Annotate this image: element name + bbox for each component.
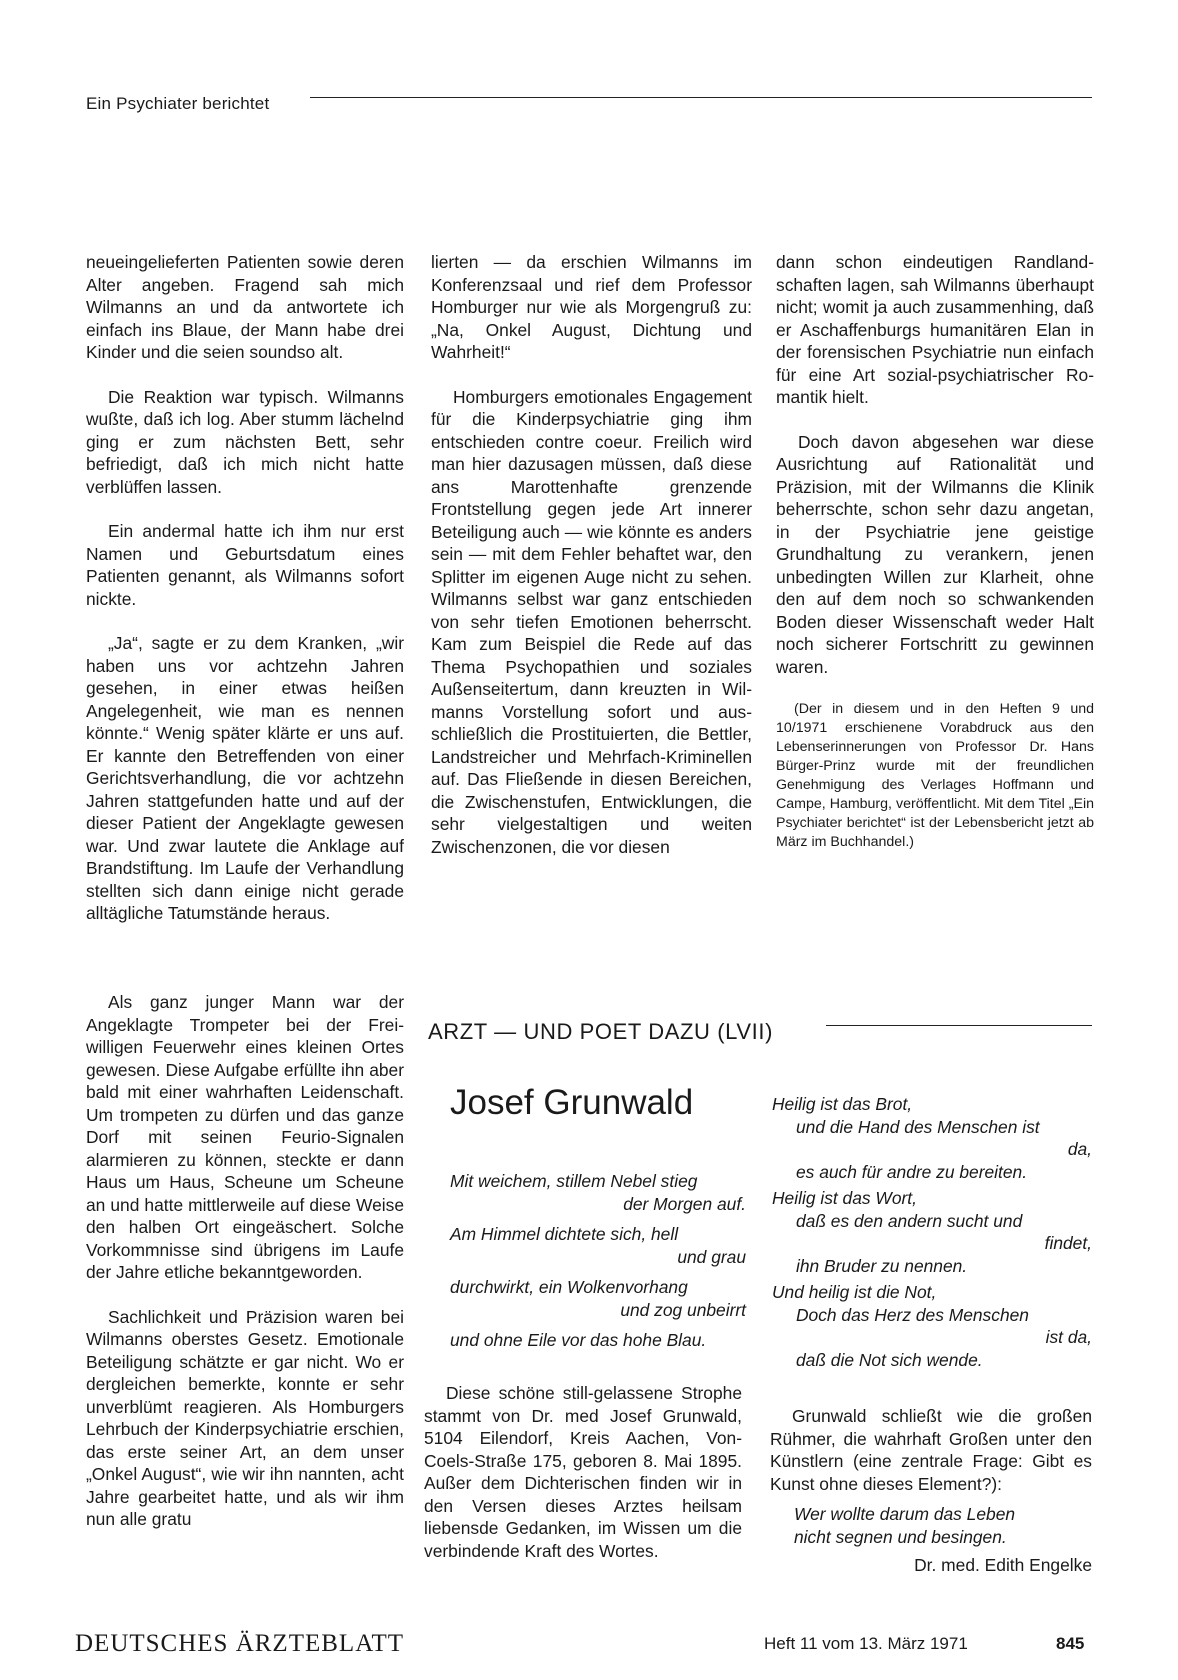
poem-line: Heilig ist das Brot, [772, 1094, 913, 1114]
poem-stanza [772, 1093, 1092, 1183]
header-rule [310, 97, 1092, 98]
series-title: ARZT — UND POET DAZU (LVII) [428, 1019, 774, 1044]
poem-line: durchwirkt, ein Wolkenvorhang [450, 1277, 688, 1297]
paragraph: Grunwald schließt wie die großen Rühmer, die wahrhaft Großen unter den Künstlern (eine zentrale Frage: Gibt es Kunst ohne dieses Element?): [770, 1406, 1092, 1494]
paragraph: dann schon eindeutigen Randlandschaften lagen, sah Wilmanns überhaupt nicht; womit ja auch zusammenhing, daß er Aschaffenburgs humanitären Elan in der forensischen Psychiatrie nun einfach für eine Art sozial-psychiatrischer Romantik hielt. [776, 252, 1094, 407]
author-signature: Dr. med. Edith Engelke [914, 1555, 1092, 1575]
poem-line-group [450, 1170, 746, 1215]
paragraph: lierten — da erschien Wilmanns im Konferenzsaal und rief dem Professor Homburger nur wie als Morgengruß zu: „Na, Onkel August, Dichtung und Wahrheit!“ [431, 252, 752, 362]
paragraph: Sachlichkeit und Präzision waren bei Wilmanns oberstes Gesetz. Emotionale Beteiligung schätzte er gar nicht. Wo er dergleichen bemerkte, konnte er sehr unverblümt reagieren. Als Homburgers Lehrbuch der Kinderpsychiatrie erschien, das erste seiner Art, an dem unser „Onkel August“, wie wir ihn nannten, acht Jahre gearbeitet hatte, und als wir ihm nun alle gratu [86, 1306, 404, 1529]
poem-line: Wer wollte darum das Leben [794, 1504, 1016, 1524]
poem-quote [450, 1170, 746, 1360]
paragraph: neueingelieferten Patienten sowie deren Alter angeben. Fragend sah mich Wilmanns an und da antwortete ich einfach ins Blaue, der Mann habe drei Kinder und die seien soundso alt. [86, 252, 404, 362]
poem-main [772, 1093, 1092, 1375]
poem-line: daß es den andern sucht und [796, 1210, 1023, 1231]
poem-line: daß die Not sich wende. [796, 1349, 983, 1370]
paragraph: Doch davon abgesehen war diese Ausrichtung auf Rationalität und Präzision, mit der Wilmanns die Klinik beherrschte, schon sehr dazu angetan, in der Psychiatrie jene geistige Grundhaltung zu verankern, jenen unbedingten Willen zur Klarheit, ohne den auf dem noch so schwankenden Boden dieser Wissenschaft weder Halt noch sicherer Fortschritt zu gewinnen waren. [776, 431, 1094, 677]
column-2-bottom [424, 1382, 742, 1584]
poem-line: und ohne Eile vor das hohe Blau. [450, 1330, 707, 1350]
poem-line: Doch das Herz des Menschen [796, 1304, 1029, 1325]
poem-line: ihn Bruder zu nennen. [796, 1255, 968, 1276]
column-1-top [86, 251, 404, 947]
poem-line: und zog unbeirrt [620, 1299, 746, 1320]
paragraph: Ein andermal hatte ich ihm nur erst Namen und Geburtsdatum eines Patienten genannt, als Wilmanns sofort nickte. [86, 521, 404, 609]
poem-line: nicht segnen und besingen. [794, 1526, 1007, 1547]
poem-line: und grau [677, 1246, 746, 1267]
poem-line: ist da, [1045, 1327, 1092, 1347]
series-rule [826, 1025, 1092, 1026]
column-3-top [776, 251, 1094, 874]
column-3-bottom [770, 1405, 1092, 1577]
poem-stanza [772, 1281, 1092, 1371]
paragraph: „Ja“, sagte er zu dem Kranken, „wir haben uns vor achtzehn Jahren gesehen, in einer etwas heißen Angelegenheit, wie man es nennen könnte.“ Wenig später klärte er uns auf. Er kannte den Betreffenden von einer Gerichtsverhandlung, die vor achtzehn Jahren stattgefunden hatte und auf der dieser Patient der Angeklagte gewesen war. Und zwar lautete die Anklage auf Brandstiftung. Im Laufe der Verhandlung stellten sich dann einige nicht gerade alltägliche Tatumstände heraus. [86, 633, 404, 923]
poem-line: Und heilig ist die Not, [772, 1282, 937, 1302]
poem-line: Mit weichem, stillem Nebel stieg [450, 1171, 698, 1191]
poem-line: Am Himmel dichtete sich, hell [450, 1224, 679, 1244]
poem-line: da, [1067, 1139, 1092, 1159]
poem-line: findet, [1044, 1233, 1092, 1253]
running-head: Ein Psychiater berichtet [86, 94, 270, 113]
page-number: 845 [1056, 1634, 1085, 1653]
paragraph: Diese schöne still-gelassene Strophe stammt von Dr. med Josef Grunwald, 5104 Eilendorf, Kreis Aachen, Von-Coels-Straße 175, geboren 8. Mai 1895. Außer dem Dichterischen finden wir in den Versen dieses Arztes heilsam liebensde Gedanken, im Wissen um die verbindende Kraft des Wortes. [424, 1383, 742, 1561]
poem-stanza [772, 1187, 1092, 1277]
paragraph: Die Reaktion war typisch. Wilmanns wußte, daß ich log. Aber stumm lächelnd ging er zum nächsten Bett, sehr befriedigt, daß ich mich nicht hatte verblüffen lassen. [86, 386, 404, 497]
column-2-top [431, 251, 752, 880]
poem-line: und die Hand des Menschen ist [796, 1116, 1040, 1137]
footer-issue: Heft 11 vom 13. März 1971 [764, 1634, 968, 1653]
poem-line-group [450, 1276, 746, 1321]
poem-line: Heilig ist das Wort, [772, 1188, 917, 1208]
poem-line-group [450, 1223, 746, 1268]
editorial-note: (Der in diesem und in den Heften 9 und 10/1971 erschienene Vorabdruck aus den Lebenserinnerungen von Professor Dr. Hans Bürger-Prinz wurde mit der freundlichen Genehmigung des Verlages Hoffmann und Campe, Hamburg, veröffentlicht. Mit dem Titel „Ein Psychiater berichtet“ ist der Lebensbericht jetzt ab März im Buchhandel.) [776, 701, 1094, 850]
closing-verse [770, 1503, 1092, 1548]
poem-line: es auch für andre zu bereiten. [796, 1161, 1028, 1182]
article-title: Josef Grunwald [450, 1083, 694, 1122]
poem-line-group [450, 1329, 746, 1352]
footer-journal-name: DEUTSCHES ÄRZTEBLATT [75, 1630, 405, 1657]
paragraph: Homburgers emotionales Engagement für die Kinderpsychiatrie ging ihm entschieden contre coeur. Freilich wird man hier dazusagen müssen, daß diese ans Marottenhafte grenzende Frontstellung gegen jede Art innerer Beteiligung auch — wie könnte es anders sein — mit dem Fehler behaftet war, den Splitter im eigenen Auge nicht zu sehen. Wilmanns selbst war ganz entschieden von sehr tiefen Emotionen beherrscht. Kam zum Beispiel die Rede auf das Thema Psychopathien und soziales Außenseitertum, dann kreuzten in Wilmanns Vorstellung sofort und ausschließlich die Prostituierten, die Bettler, Landstreicher und Mehrfach-Kriminellen auf. Das Fließende in diesen Bereichen, die Zwischenstufen, Entwicklungen, die sehr vielgestaltigen und weiten Zwischenzonen, die vor diesen [431, 386, 752, 857]
poem-line: der Morgen auf. [623, 1193, 746, 1214]
paragraph: Als ganz junger Mann war der Angeklagte Trompeter bei der Freiwilligen Feuerwehr eines kleinen Ortes gewesen. Diese Aufgabe erfüllte ihn aber bald mit einer wahrhaften Leidenschaft. Um trompeten zu dürfen und das ganze Dorf mit seinen Feurio-Signalen alarmieren zu können, steckte er dann Haus um Haus, Scheune um Scheune an und hatte mittlerweile auf diese Weise den halben Ort eingeäschert. Solche Vorkommnisse sind übrigens im Laufe der Jahre etliche bekanntgeworden. [86, 992, 404, 1282]
column-1-bottom [86, 991, 404, 1553]
